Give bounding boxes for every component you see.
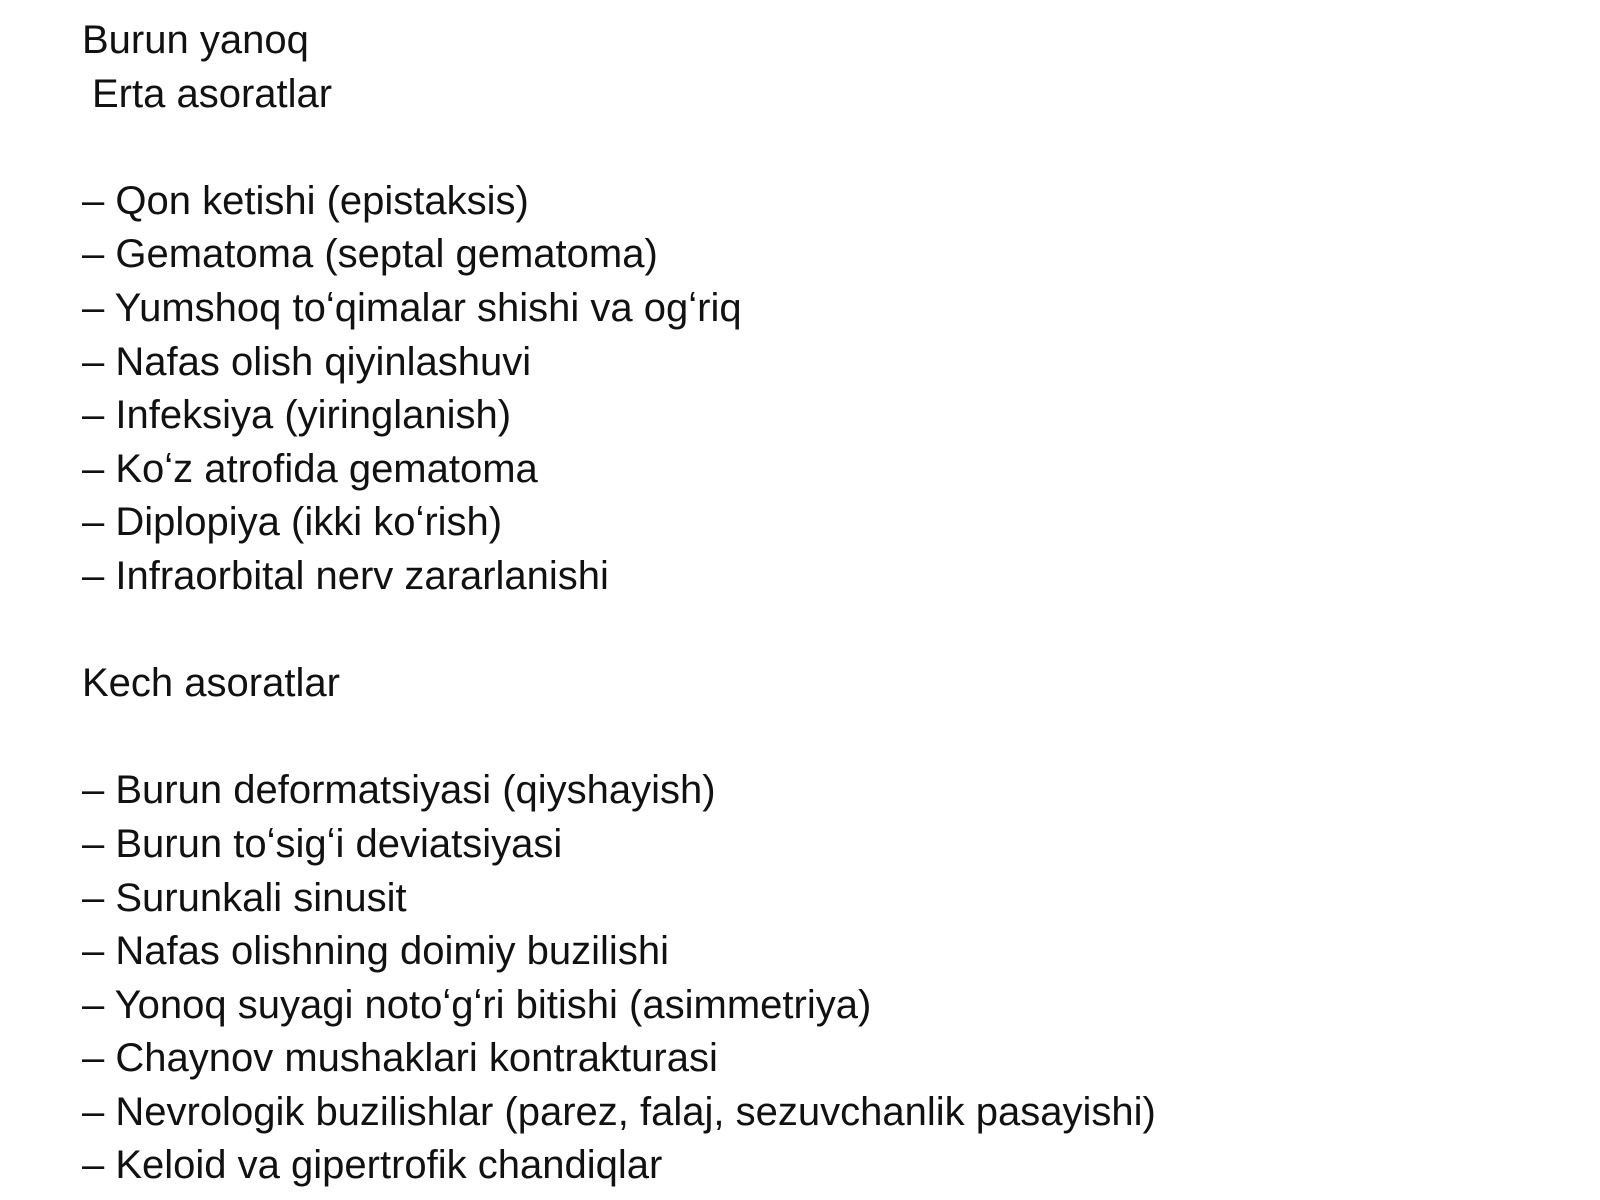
list-item: – Nafas olish qiyinlashuvi [82, 339, 532, 384]
list-item: – Infraorbital nerv zararlanishi [82, 553, 609, 598]
list-item: – Surunkali sinusit [82, 875, 407, 920]
list-item: – Infeksiya (yiringlanish) [82, 393, 512, 438]
early-complications-heading: Erta asoratlar [92, 71, 333, 116]
late-complications-list [82, 764, 1562, 1193]
spacer [82, 711, 1562, 765]
spacer [82, 121, 1562, 175]
list-item: – Koʻz atrofida gematoma [82, 446, 538, 491]
list-item: – Diplopiya (ikki koʻrish) [82, 500, 503, 545]
list-item: – Yonoq suyagi notoʻgʻri bitishi (asimmetriya) [82, 982, 872, 1027]
early-complications-list [82, 175, 1562, 604]
spacer [82, 604, 1562, 658]
list-item: – Keloid va gipertrofik chandiqlar [82, 1143, 663, 1188]
list-item: – Yumshoq toʻqimalar shishi va ogʻriq [82, 285, 742, 330]
document-body [82, 14, 1562, 1193]
list-item: – Burun deformatsiyasi (qiyshayish) [82, 768, 716, 813]
list-item: – Nevrologik buzilishlar (parez, falaj, sezuvchanlik pasayishi) [82, 1089, 1156, 1134]
document-title: Burun yanoq [82, 18, 309, 62]
list-item: – Gematoma (septal gematoma) [82, 232, 658, 277]
list-item: – Burun toʻsigʻi deviatsiyasi [82, 821, 563, 866]
late-complications-heading: Kech asoratlar [82, 661, 340, 706]
list-item: – Nafas olishning doimiy buzilishi [82, 929, 669, 974]
list-item: – Chaynov mushaklari kontrakturasi [82, 1036, 718, 1081]
list-item: – Qon ketishi (epistaksis) [82, 178, 529, 223]
